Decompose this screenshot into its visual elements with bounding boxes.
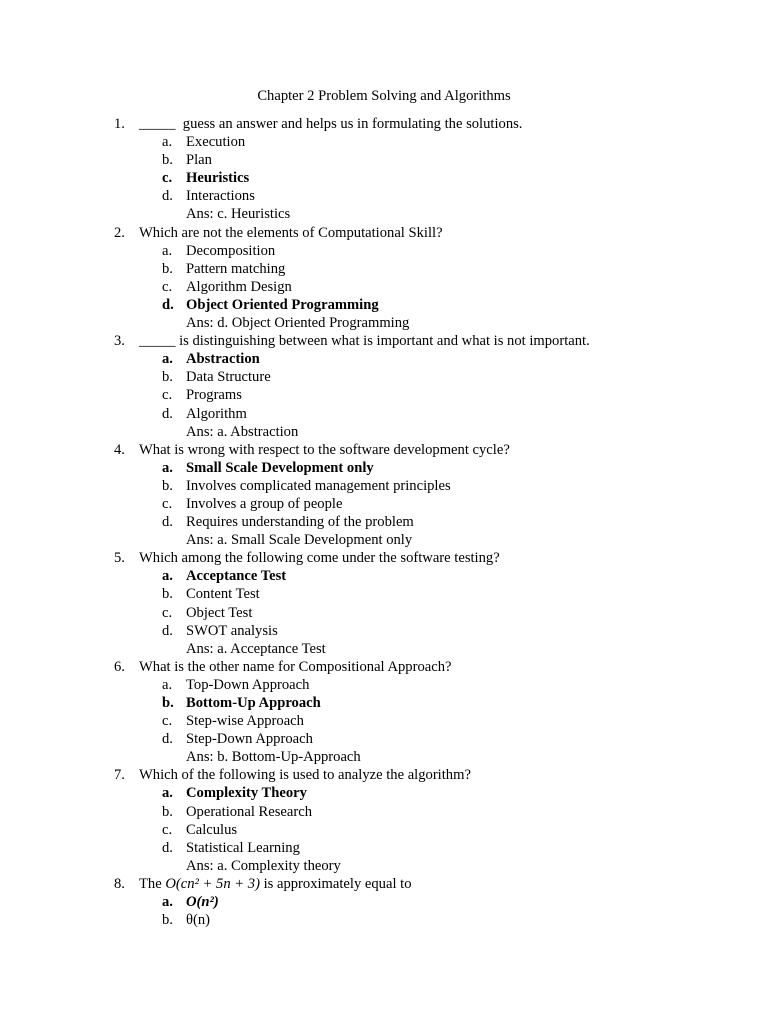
option-item — [0, 151, 768, 169]
option-letter: d. — [162, 188, 173, 205]
question-text — [139, 875, 412, 893]
question-text: Which are not the elements of Computational Skill? — [139, 224, 443, 241]
option-item — [0, 477, 768, 495]
option-text: Execution — [186, 134, 246, 151]
option-text: Content Test — [186, 586, 260, 603]
question-number: 8. — [114, 875, 125, 892]
answer-line — [0, 314, 768, 332]
option-letter: b. — [162, 260, 173, 277]
answer-line — [0, 531, 768, 549]
option-letter: c. — [162, 278, 173, 295]
question-5 — [0, 549, 768, 567]
answer-text: Ans: a. Abstraction — [186, 423, 299, 440]
option-item — [0, 604, 768, 622]
option-letter: a. — [162, 676, 173, 693]
option-item — [0, 495, 768, 513]
question-3 — [0, 332, 768, 350]
option-item-correct — [0, 784, 768, 802]
answer-text: Ans: b. Bottom-Up-Approach — [186, 749, 361, 766]
question-text-suffix: is approximately equal to — [259, 875, 412, 892]
option-letter: c. — [162, 821, 173, 838]
option-text: SWOT analysis — [186, 622, 278, 639]
question-number: 4. — [114, 441, 125, 458]
option-text: Abstraction — [186, 351, 260, 368]
question-list — [0, 115, 768, 929]
question-1 — [0, 115, 768, 133]
option-item — [0, 368, 768, 386]
question-2 — [0, 224, 768, 242]
option-letter: a. — [162, 242, 173, 259]
option-text: θ(n) — [186, 912, 211, 929]
question-text: _____ guess an answer and helps us in formulating the solutions. — [139, 116, 523, 132]
option-item — [0, 585, 768, 603]
option-item — [0, 730, 768, 748]
option-letter: b. — [162, 695, 174, 711]
option-item-correct — [0, 567, 768, 585]
option-letter: d. — [162, 405, 173, 422]
option-letter: b. — [162, 152, 173, 169]
option-item — [0, 133, 768, 151]
option-text: Pattern matching — [186, 260, 286, 277]
option-text: Object Test — [186, 604, 253, 621]
question-number: 1. — [114, 116, 125, 132]
option-letter: b. — [162, 586, 173, 603]
option-letter: a. — [162, 568, 173, 585]
option-letter: c. — [162, 713, 173, 730]
option-item — [0, 386, 768, 404]
question-number: 5. — [114, 550, 125, 567]
option-letter: b. — [162, 477, 173, 494]
option-text: Interactions — [186, 188, 255, 205]
option-text: Algorithm — [186, 405, 247, 422]
option-letter: b. — [162, 369, 173, 386]
answer-text: Ans: a. Complexity theory — [186, 857, 341, 874]
option-item — [0, 187, 768, 205]
math-expression: O(cn² + 5n + 3) — [165, 875, 260, 892]
option-text: Decomposition — [186, 242, 276, 259]
option-item-correct — [0, 694, 768, 712]
answer-line — [0, 423, 768, 441]
option-letter: c. — [162, 604, 173, 621]
question-number: 3. — [114, 333, 125, 350]
option-item — [0, 405, 768, 423]
option-letter: c. — [162, 387, 173, 404]
option-item — [0, 839, 768, 857]
option-letter: b. — [162, 912, 173, 929]
option-item — [0, 622, 768, 640]
answer-text: Ans: c. Heuristics — [186, 206, 291, 223]
option-text: Involves a group of people — [186, 495, 343, 512]
option-letter: d. — [162, 839, 173, 856]
question-text: _____ is distinguishing between what is important and what is not important. — [139, 333, 590, 350]
answer-line — [0, 640, 768, 658]
option-letter: d. — [162, 731, 173, 748]
answer-line — [0, 205, 768, 223]
option-item — [0, 712, 768, 730]
answer-text: Ans: a. Acceptance Test — [186, 640, 326, 657]
question-text: What is the other name for Compositional Approach? — [139, 658, 452, 675]
option-item-correct — [0, 296, 768, 314]
option-item-correct — [0, 350, 768, 368]
option-text: Step-Down Approach — [186, 731, 313, 748]
option-item — [0, 676, 768, 694]
page-title: Chapter 2 Problem Solving and Algorithms — [257, 88, 511, 104]
option-text: Small Scale Development only — [186, 459, 374, 476]
question-number: 7. — [114, 767, 125, 784]
question-text-prefix: The — [139, 875, 166, 892]
option-text: Heuristics — [186, 170, 250, 187]
option-item — [0, 278, 768, 296]
option-letter: c. — [162, 495, 173, 512]
option-text: Step-wise Approach — [186, 713, 304, 730]
option-text: Involves complicated management principles — [186, 477, 451, 494]
option-letter: a. — [162, 134, 173, 151]
option-letter: c. — [162, 170, 173, 187]
option-letter: a. — [162, 894, 173, 911]
option-text: Top-Down Approach — [186, 676, 310, 693]
option-text: Plan — [186, 152, 212, 169]
option-text: Calculus — [186, 821, 238, 838]
question-number: 6. — [114, 658, 125, 675]
option-item — [0, 821, 768, 839]
option-item — [0, 260, 768, 278]
question-6 — [0, 658, 768, 676]
option-text: Requires understanding of the problem — [186, 514, 414, 531]
option-text: Acceptance Test — [186, 568, 287, 585]
option-text: Algorithm Design — [186, 278, 292, 295]
option-item — [0, 242, 768, 260]
option-item — [0, 911, 768, 929]
option-letter: a. — [162, 785, 173, 802]
option-letter: d. — [162, 514, 173, 531]
question-text: Which of the following is used to analyze the algorithm? — [139, 767, 471, 784]
question-7 — [0, 766, 768, 784]
option-item — [0, 803, 768, 821]
option-letter: a. — [162, 351, 173, 368]
question-number: 2. — [114, 224, 125, 241]
question-text: Which among the following come under the software testing? — [139, 550, 500, 567]
answer-text: Ans: a. Small Scale Development only — [186, 532, 413, 549]
option-text: Bottom-Up Approach — [186, 695, 321, 711]
option-item — [0, 513, 768, 531]
answer-text: Ans: d. Object Oriented Programming — [186, 315, 410, 332]
option-item-correct — [0, 459, 768, 477]
question-8 — [0, 875, 768, 893]
option-letter: d. — [162, 622, 173, 639]
option-letter: a. — [162, 459, 173, 476]
question-text: What is wrong with respect to the software development cycle? — [139, 441, 510, 458]
option-text: Object Oriented Programming — [186, 296, 379, 313]
option-text: Operational Research — [186, 803, 313, 820]
option-letter: b. — [162, 803, 173, 820]
answer-line — [0, 748, 768, 766]
option-text: Statistical Learning — [186, 839, 300, 856]
question-4 — [0, 441, 768, 459]
option-text: Data Structure — [186, 369, 271, 386]
answer-line — [0, 857, 768, 875]
option-text: O(n²) — [186, 894, 219, 911]
option-letter: d. — [162, 296, 174, 313]
option-text: Programs — [186, 387, 242, 404]
option-text: Complexity Theory — [186, 785, 307, 802]
option-item-correct — [0, 893, 768, 911]
option-item-correct — [0, 169, 768, 187]
